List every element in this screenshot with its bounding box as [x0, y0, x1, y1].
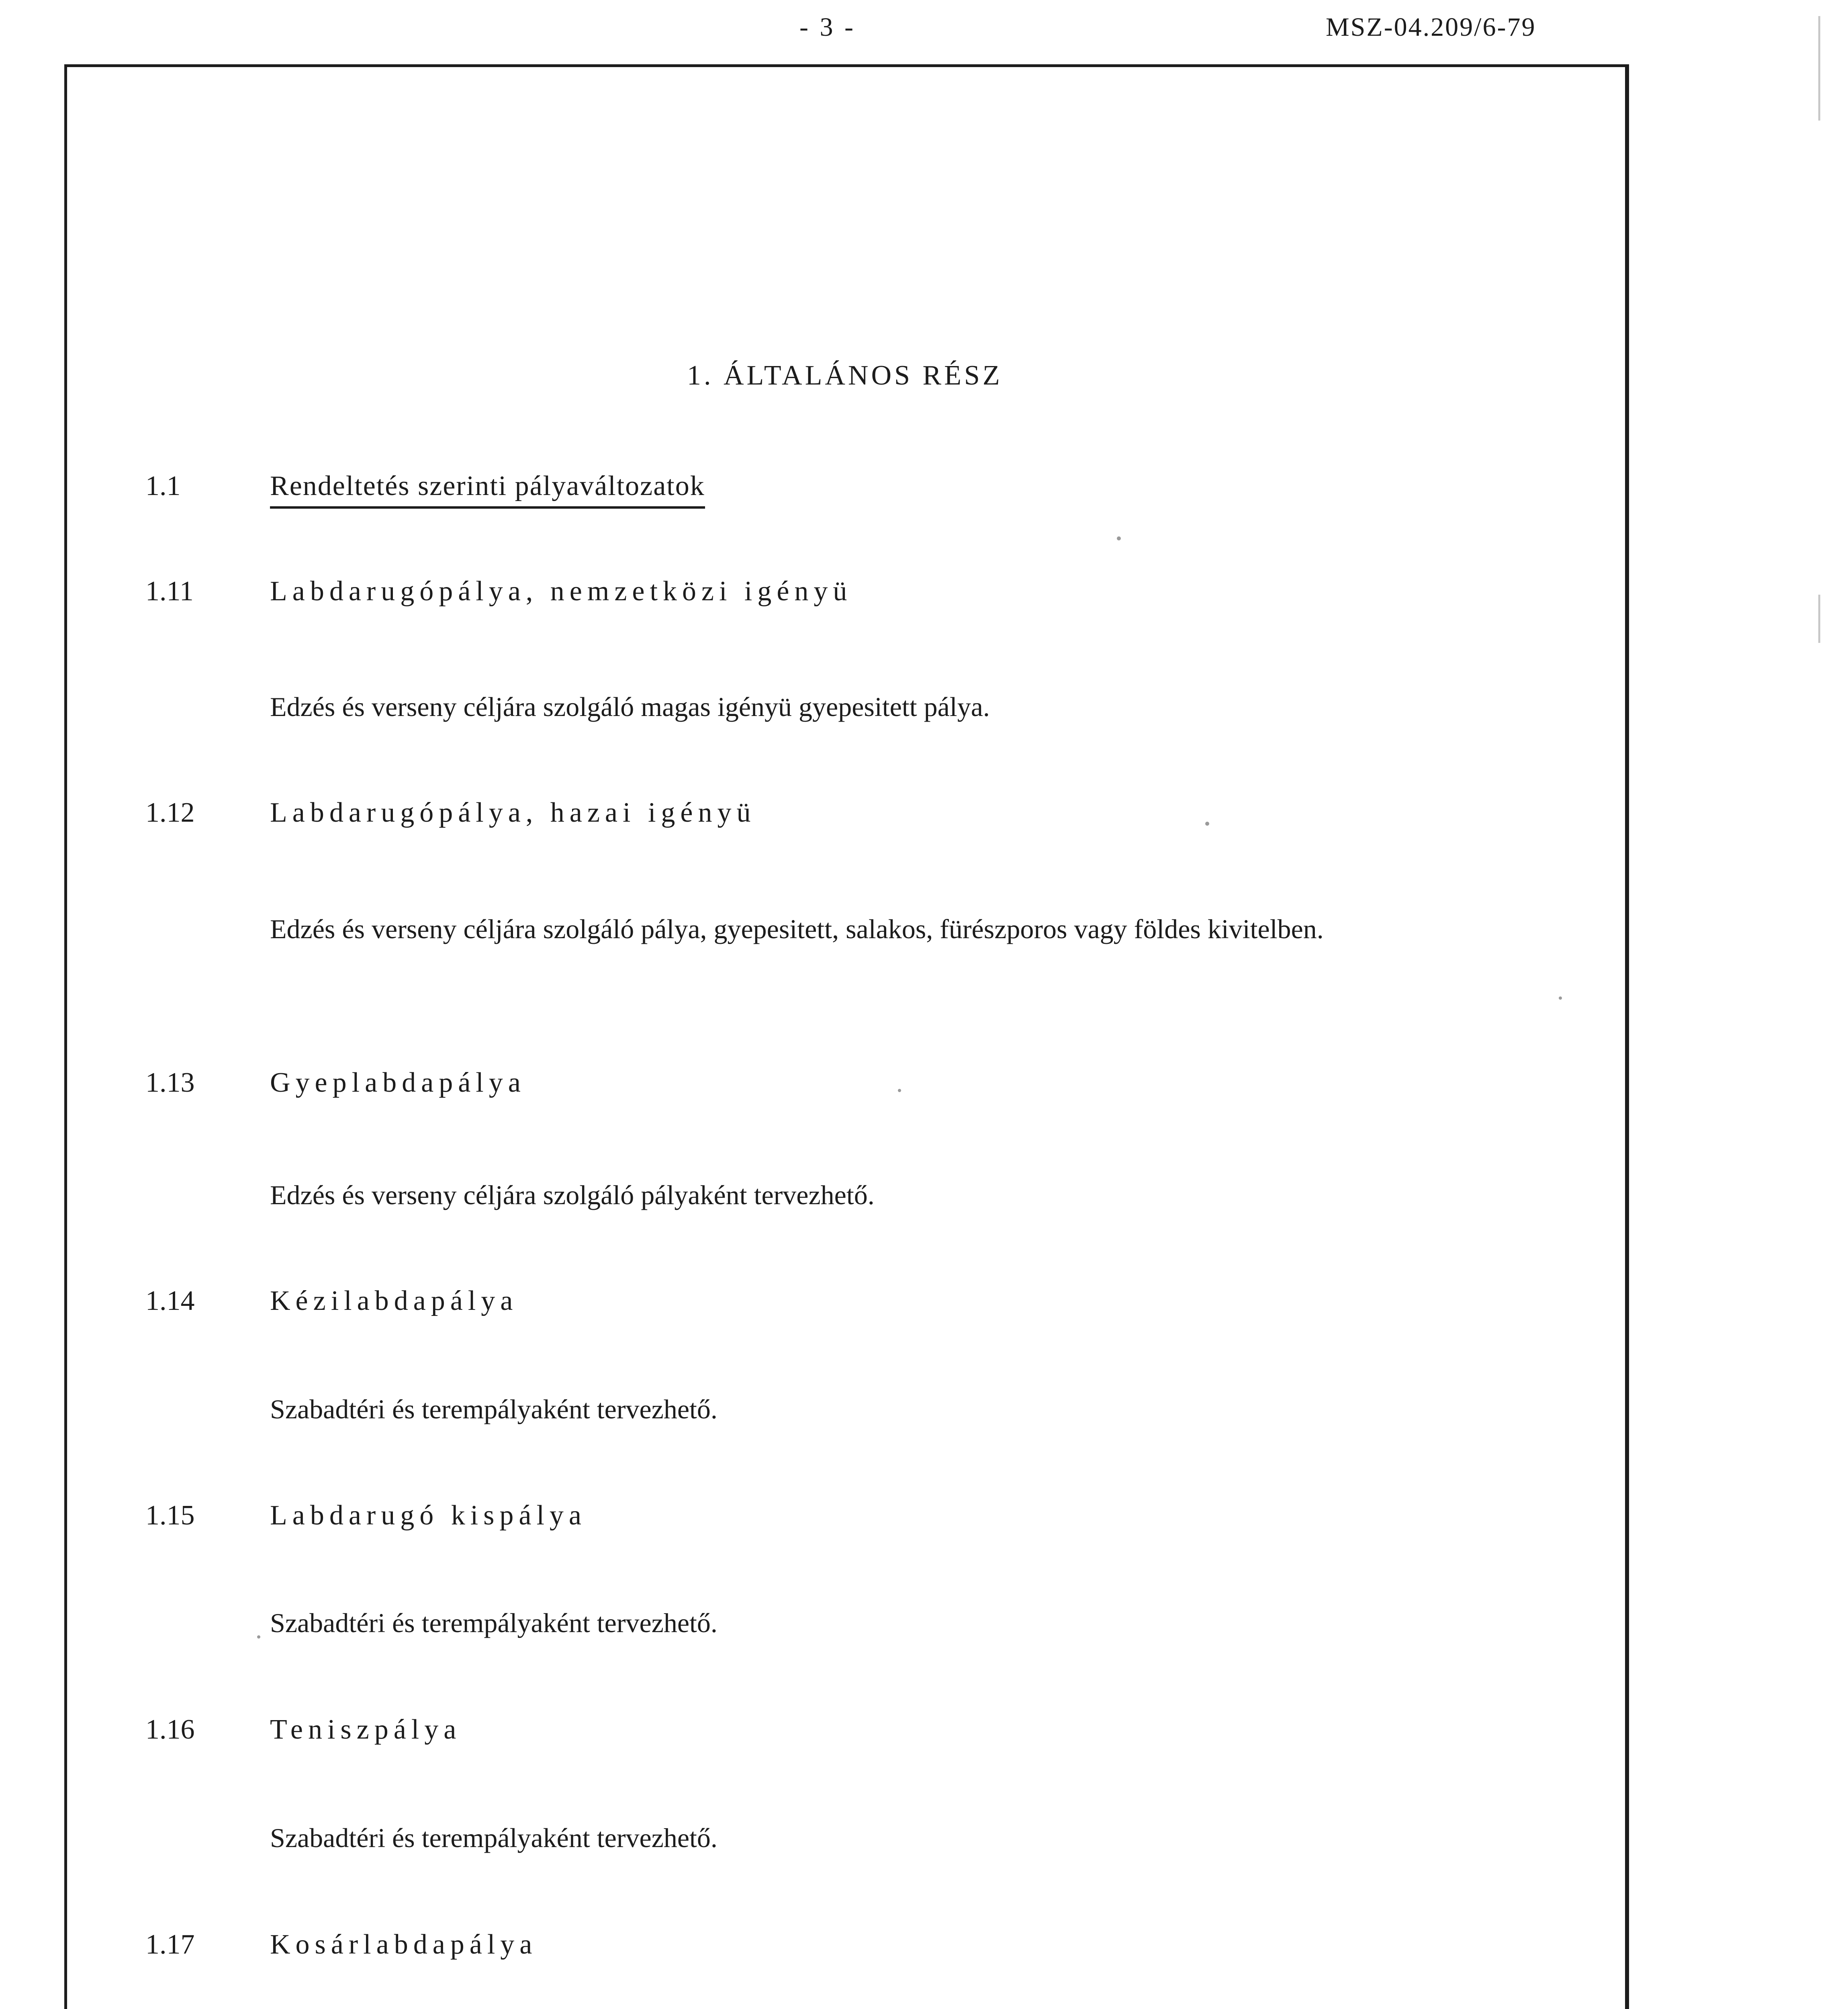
entry-number: 1.16	[145, 1714, 195, 1745]
entry-description: Edzés és verseny céljára szolgáló magas igényü gyepesitett pálya.	[270, 691, 990, 722]
page-number: - 3 -	[799, 12, 856, 42]
entry-description: Szabadtéri és terempályaként tervezhető.	[270, 1608, 718, 1638]
entry-number: 1.17	[145, 1929, 195, 1960]
entry-number: 1.14	[145, 1285, 195, 1316]
entry-title: Labdarugó kispálya	[270, 1500, 587, 1531]
entry-number: 1.13	[145, 1067, 195, 1098]
entry-title: Labdarugópálya, nemzetközi igényü	[270, 576, 852, 607]
entry-title: Gyeplabdapálya	[270, 1067, 526, 1098]
scan-speck	[1559, 996, 1562, 1000]
scan-speck	[257, 1635, 260, 1639]
document-code: MSZ-04.209/6-79	[1326, 12, 1536, 42]
scan-speck	[1117, 536, 1121, 540]
entry-number: 1.11	[145, 576, 194, 607]
entry-title: Labdarugópálya, hazai igényü	[270, 797, 756, 828]
entry-description: Szabadtéri és terempályaként tervezhető.	[270, 1823, 718, 1853]
main-heading: 1. ÁLTALÁNOS RÉSZ	[687, 360, 1003, 391]
entry-number: 1.12	[145, 797, 195, 828]
scan-edge-line	[1818, 16, 1820, 121]
section-title: Rendeltetés szerinti pályaváltozatok	[270, 470, 705, 509]
scan-edge-line	[1818, 595, 1820, 643]
entry-title: Kézilabdapálya	[270, 1285, 518, 1316]
entry-description: Edzés és verseny céljára szolgáló pálya, gyepesitett, salakos, fürészporos vagy földes kivitelben.	[270, 914, 1324, 944]
entry-title: Teniszpálya	[270, 1714, 462, 1745]
scan-speck	[898, 1089, 901, 1092]
entry-number: 1.15	[145, 1500, 195, 1531]
section-number: 1.1	[145, 471, 181, 501]
scan-speck	[1205, 822, 1209, 826]
entry-description: Edzés és verseny céljára szolgáló pályaként tervezhető.	[270, 1180, 875, 1210]
entry-description: Szabadtéri és terempályaként tervezhető.	[270, 1394, 718, 1424]
entry-title: Kosárlabdapálya	[270, 1929, 538, 1960]
